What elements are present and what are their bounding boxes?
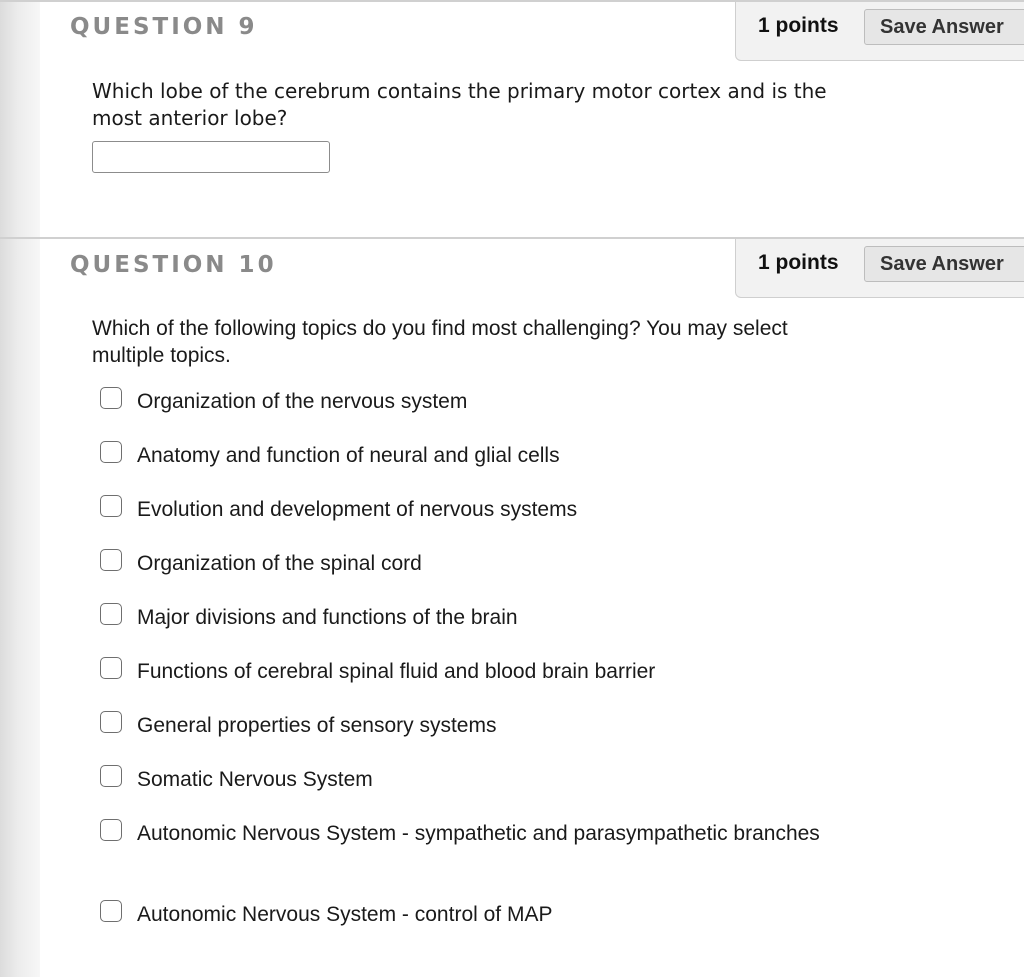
option-label: Evolution and development of nervous systems: [137, 498, 578, 521]
option-label: Autonomic Nervous System - sympathetic and parasympathetic branches: [137, 822, 820, 845]
option-brain-divisions: [100, 604, 860, 631]
question-10-label: QUESTION 10: [70, 252, 277, 278]
option-neural-glial-cells: [100, 442, 860, 469]
option-checkbox[interactable]: [100, 549, 122, 571]
question-10-points-panel: [735, 239, 1024, 298]
left-gutter: [0, 0, 40, 977]
option-spinal-cord: [100, 550, 860, 577]
option-label: Somatic Nervous System: [137, 768, 373, 791]
option-somatic-nervous-system: [100, 766, 860, 793]
question-9-points: 1 points: [758, 14, 839, 37]
option-checkbox[interactable]: [100, 603, 122, 625]
option-checkbox[interactable]: [100, 441, 122, 463]
option-autonomic-branches: [100, 820, 860, 847]
question-9-text: Which lobe of the cerebrum contains the primary motor cortex and is the most anterior lobe?: [92, 79, 827, 130]
option-evolution-development: [100, 496, 860, 523]
option-checkbox[interactable]: [100, 765, 122, 787]
question-9-label: QUESTION 9: [70, 14, 258, 40]
option-organization-nervous-system: [100, 388, 860, 415]
option-label: Anatomy and function of neural and glial cells: [137, 444, 560, 467]
option-sensory-systems: [100, 712, 860, 739]
option-label: Major divisions and functions of the brain: [137, 606, 518, 629]
option-label: Organization of the spinal cord: [137, 552, 422, 575]
option-checkbox[interactable]: [100, 819, 122, 841]
question-9-answer-input[interactable]: [92, 141, 330, 173]
question-9-points-panel: [735, 2, 1024, 61]
option-checkbox[interactable]: [100, 657, 122, 679]
option-autonomic-map: [100, 901, 860, 928]
option-csf-blood-brain-barrier: [100, 658, 860, 685]
option-checkbox[interactable]: [100, 387, 122, 409]
question-9-save-answer-button[interactable]: Save Answer: [864, 9, 1024, 45]
option-checkbox[interactable]: [100, 900, 122, 922]
question-10-save-answer-button[interactable]: Save Answer: [864, 246, 1024, 282]
option-label: Autonomic Nervous System - control of MAP: [137, 903, 553, 926]
question-10-text: Which of the following topics do you find most challenging? You may select multiple topics.: [92, 317, 788, 367]
option-checkbox[interactable]: [100, 711, 122, 733]
option-checkbox[interactable]: [100, 495, 122, 517]
question-10-points: 1 points: [758, 251, 839, 274]
option-label: Organization of the nervous system: [137, 390, 468, 413]
option-label: General properties of sensory systems: [137, 714, 497, 737]
option-label: Functions of cerebral spinal fluid and blood brain barrier: [137, 660, 656, 683]
